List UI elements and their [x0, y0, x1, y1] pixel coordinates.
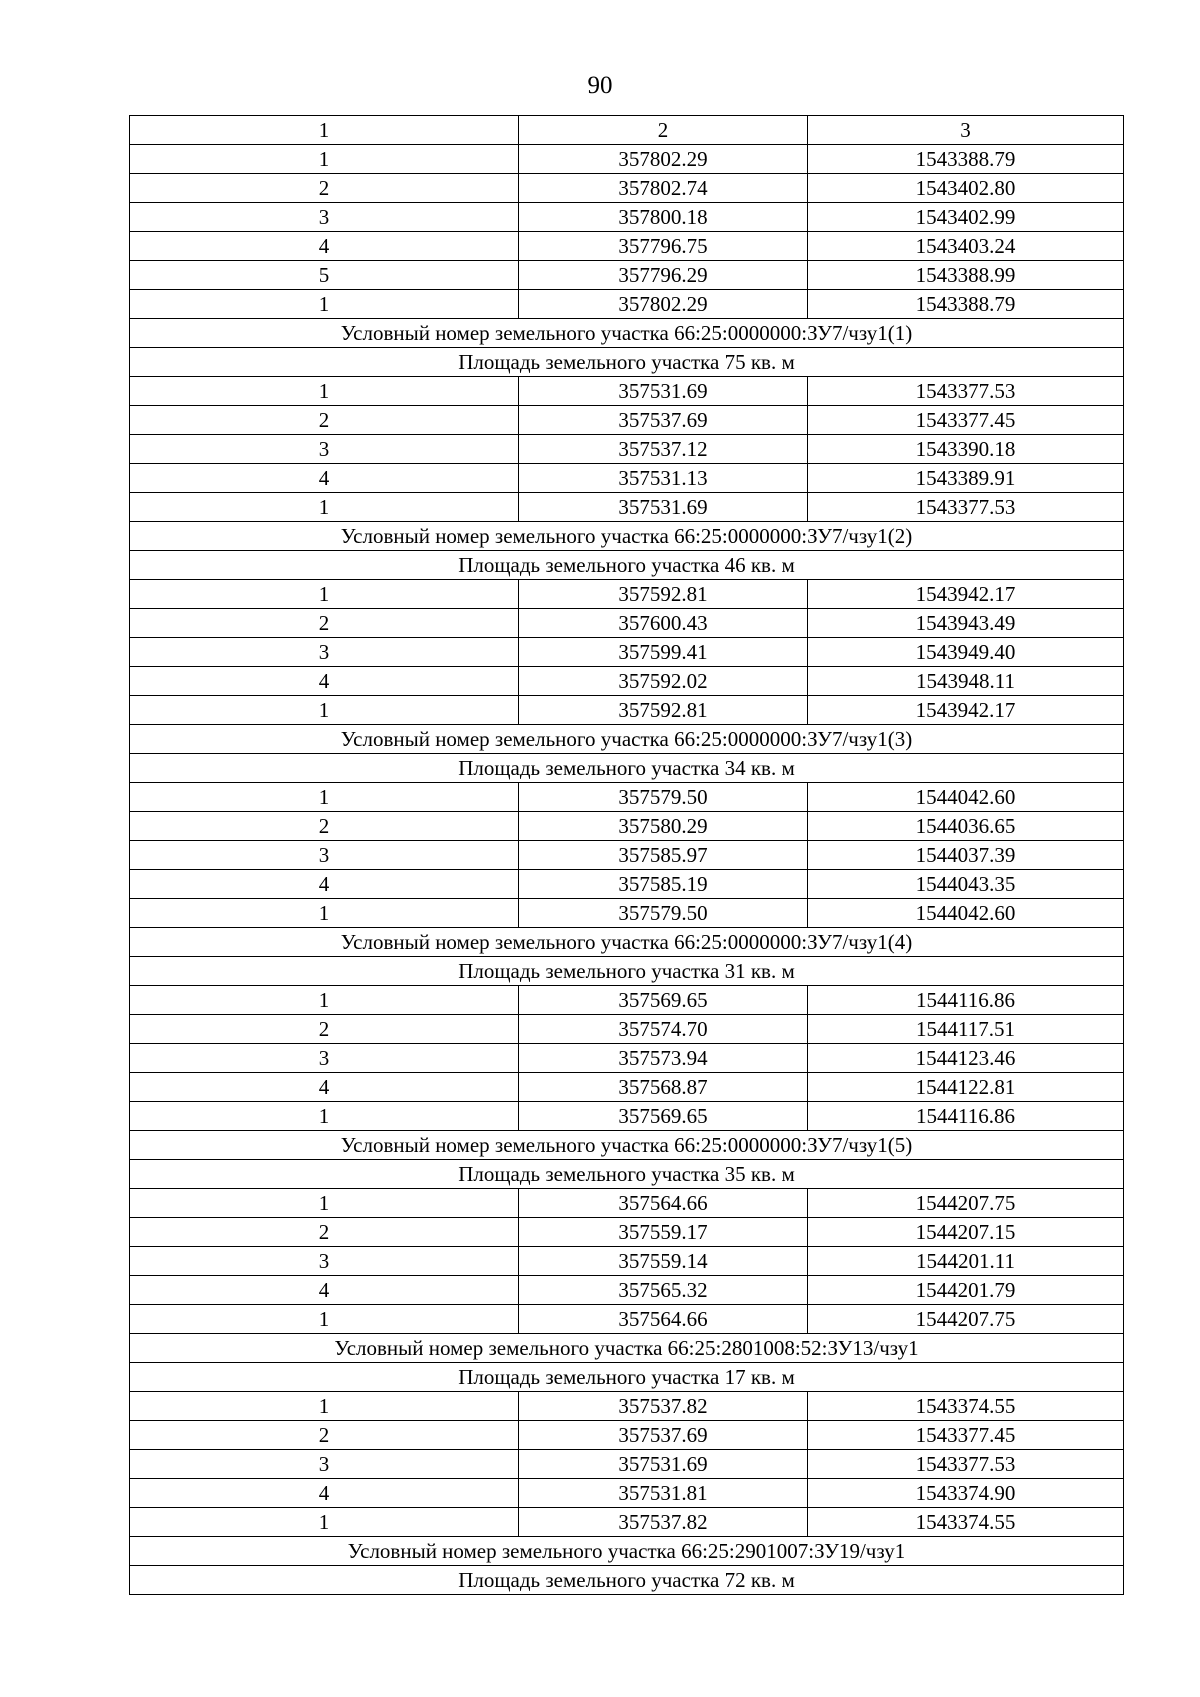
point-number-cell: 2	[130, 174, 519, 203]
y-coordinate-cell: 1543402.99	[808, 203, 1124, 232]
point-number-cell: 3	[130, 1247, 519, 1276]
point-number-cell: 3	[130, 638, 519, 667]
table-row	[130, 1392, 1124, 1421]
point-number-cell: 4	[130, 232, 519, 261]
y-coordinate-cell: 1543949.40	[808, 638, 1124, 667]
header-cell-y: 3	[808, 116, 1124, 145]
point-number-cell: 1	[130, 1189, 519, 1218]
point-number-cell: 1	[130, 696, 519, 725]
y-coordinate-cell: 1543377.53	[808, 1450, 1124, 1479]
x-coordinate-cell: 357592.02	[519, 667, 808, 696]
point-number-cell: 3	[130, 435, 519, 464]
x-coordinate-cell: 357800.18	[519, 203, 808, 232]
section-title-row	[130, 1363, 1124, 1392]
y-coordinate-cell: 1544122.81	[808, 1073, 1124, 1102]
y-coordinate-cell: 1544036.65	[808, 812, 1124, 841]
y-coordinate-cell: 1543388.99	[808, 261, 1124, 290]
table-row	[130, 696, 1124, 725]
x-coordinate-cell: 357573.94	[519, 1044, 808, 1073]
header-cell-x: 2	[519, 116, 808, 145]
x-coordinate-cell: 357569.65	[519, 1102, 808, 1131]
table-row	[130, 1189, 1124, 1218]
table-row	[130, 1102, 1124, 1131]
table-body	[130, 145, 1124, 1595]
point-number-cell: 2	[130, 812, 519, 841]
table-row	[130, 290, 1124, 319]
x-coordinate-cell: 357559.17	[519, 1218, 808, 1247]
section-title-row	[130, 1566, 1124, 1595]
section-title-row	[130, 1537, 1124, 1566]
y-coordinate-cell: 1544207.75	[808, 1189, 1124, 1218]
table-header-row	[130, 116, 1124, 145]
section-title: Условный номер земельного участка 66:25:0000000:ЗУ7/чзу1(2)	[130, 522, 1124, 551]
x-coordinate-cell: 357537.82	[519, 1508, 808, 1537]
point-number-cell: 1	[130, 986, 519, 1015]
point-number-cell: 1	[130, 1508, 519, 1537]
y-coordinate-cell: 1543377.53	[808, 377, 1124, 406]
table-row	[130, 580, 1124, 609]
table-row	[130, 1073, 1124, 1102]
y-coordinate-cell: 1544201.79	[808, 1276, 1124, 1305]
y-coordinate-cell: 1543948.11	[808, 667, 1124, 696]
section-title-row	[130, 348, 1124, 377]
point-number-cell: 2	[130, 1421, 519, 1450]
x-coordinate-cell: 357559.14	[519, 1247, 808, 1276]
table-row	[130, 812, 1124, 841]
table-row	[130, 667, 1124, 696]
y-coordinate-cell: 1544207.75	[808, 1305, 1124, 1334]
y-coordinate-cell: 1544117.51	[808, 1015, 1124, 1044]
y-coordinate-cell: 1544123.46	[808, 1044, 1124, 1073]
y-coordinate-cell: 1544043.35	[808, 870, 1124, 899]
table-row	[130, 783, 1124, 812]
y-coordinate-cell: 1543403.24	[808, 232, 1124, 261]
table-row	[130, 638, 1124, 667]
header-cell-point-number: 1	[130, 116, 519, 145]
x-coordinate-cell: 357796.75	[519, 232, 808, 261]
section-title-row	[130, 957, 1124, 986]
x-coordinate-cell: 357802.29	[519, 145, 808, 174]
section-title: Площадь земельного участка 75 кв. м	[130, 348, 1124, 377]
table-row	[130, 1015, 1124, 1044]
table-row	[130, 1508, 1124, 1537]
point-number-cell: 1	[130, 493, 519, 522]
y-coordinate-cell: 1544042.60	[808, 783, 1124, 812]
point-number-cell: 2	[130, 406, 519, 435]
x-coordinate-cell: 357531.69	[519, 377, 808, 406]
y-coordinate-cell: 1543374.55	[808, 1392, 1124, 1421]
y-coordinate-cell: 1544037.39	[808, 841, 1124, 870]
point-number-cell: 4	[130, 1073, 519, 1102]
table-row	[130, 899, 1124, 928]
point-number-cell: 5	[130, 261, 519, 290]
x-coordinate-cell: 357600.43	[519, 609, 808, 638]
section-title-row	[130, 725, 1124, 754]
x-coordinate-cell: 357537.82	[519, 1392, 808, 1421]
page-number: 90	[587, 72, 613, 99]
section-title-row	[130, 1334, 1124, 1363]
x-coordinate-cell: 357537.12	[519, 435, 808, 464]
point-number-cell: 1	[130, 377, 519, 406]
x-coordinate-cell: 357531.81	[519, 1479, 808, 1508]
table-row	[130, 1044, 1124, 1073]
table-row	[130, 609, 1124, 638]
y-coordinate-cell: 1543377.53	[808, 493, 1124, 522]
x-coordinate-cell: 357796.29	[519, 261, 808, 290]
coordinates-table	[129, 115, 1124, 1595]
y-coordinate-cell: 1543374.55	[808, 1508, 1124, 1537]
section-title: Условный номер земельного участка 66:25:0000000:ЗУ7/чзу1(3)	[130, 725, 1124, 754]
point-number-cell: 1	[130, 290, 519, 319]
y-coordinate-cell: 1543942.17	[808, 696, 1124, 725]
table-row	[130, 261, 1124, 290]
section-title: Условный номер земельного участка 66:25:0000000:ЗУ7/чзу1(5)	[130, 1131, 1124, 1160]
x-coordinate-cell: 357802.29	[519, 290, 808, 319]
y-coordinate-cell: 1543389.91	[808, 464, 1124, 493]
point-number-cell: 3	[130, 203, 519, 232]
table-row	[130, 174, 1124, 203]
point-number-cell: 4	[130, 1276, 519, 1305]
x-coordinate-cell: 357579.50	[519, 783, 808, 812]
section-title-row	[130, 1131, 1124, 1160]
table-row	[130, 1247, 1124, 1276]
x-coordinate-cell: 357531.69	[519, 493, 808, 522]
point-number-cell: 4	[130, 464, 519, 493]
x-coordinate-cell: 357592.81	[519, 580, 808, 609]
table-row	[130, 1450, 1124, 1479]
x-coordinate-cell: 357537.69	[519, 406, 808, 435]
point-number-cell: 2	[130, 1218, 519, 1247]
x-coordinate-cell: 357585.19	[519, 870, 808, 899]
x-coordinate-cell: 357568.87	[519, 1073, 808, 1102]
section-title: Площадь земельного участка 17 кв. м	[130, 1363, 1124, 1392]
table-row	[130, 1218, 1124, 1247]
x-coordinate-cell: 357537.69	[519, 1421, 808, 1450]
section-title-row	[130, 928, 1124, 957]
table-row	[130, 1276, 1124, 1305]
point-number-cell: 1	[130, 1305, 519, 1334]
table-row	[130, 870, 1124, 899]
point-number-cell: 1	[130, 580, 519, 609]
x-coordinate-cell: 357565.32	[519, 1276, 808, 1305]
section-title: Условный номер земельного участка 66:25:0000000:ЗУ7/чзу1(4)	[130, 928, 1124, 957]
y-coordinate-cell: 1543390.18	[808, 435, 1124, 464]
section-title: Условный номер земельного участка 66:25:2901007:ЗУ19/чзу1	[130, 1537, 1124, 1566]
section-title-row	[130, 754, 1124, 783]
point-number-cell: 4	[130, 1479, 519, 1508]
point-number-cell: 4	[130, 667, 519, 696]
x-coordinate-cell: 357592.81	[519, 696, 808, 725]
x-coordinate-cell: 357574.70	[519, 1015, 808, 1044]
y-coordinate-cell: 1543377.45	[808, 1421, 1124, 1450]
y-coordinate-cell: 1544042.60	[808, 899, 1124, 928]
table-row	[130, 1421, 1124, 1450]
table-row	[130, 464, 1124, 493]
section-title: Условный номер земельного участка 66:25:0000000:ЗУ7/чзу1(1)	[130, 319, 1124, 348]
x-coordinate-cell: 357531.13	[519, 464, 808, 493]
table-row	[130, 406, 1124, 435]
x-coordinate-cell: 357531.69	[519, 1450, 808, 1479]
y-coordinate-cell: 1544116.86	[808, 1102, 1124, 1131]
section-title: Площадь земельного участка 46 кв. м	[130, 551, 1124, 580]
point-number-cell: 3	[130, 1044, 519, 1073]
section-title: Площадь земельного участка 72 кв. м	[130, 1566, 1124, 1595]
table-row	[130, 232, 1124, 261]
x-coordinate-cell: 357580.29	[519, 812, 808, 841]
table-row	[130, 435, 1124, 464]
point-number-cell: 1	[130, 1102, 519, 1131]
x-coordinate-cell: 357802.74	[519, 174, 808, 203]
point-number-cell: 1	[130, 783, 519, 812]
table-row	[130, 203, 1124, 232]
section-title: Площадь земельного участка 35 кв. м	[130, 1160, 1124, 1189]
table-row	[130, 493, 1124, 522]
y-coordinate-cell: 1544201.11	[808, 1247, 1124, 1276]
section-title-row	[130, 522, 1124, 551]
table-row	[130, 1479, 1124, 1508]
x-coordinate-cell: 357564.66	[519, 1305, 808, 1334]
y-coordinate-cell: 1543377.45	[808, 406, 1124, 435]
point-number-cell: 1	[130, 1392, 519, 1421]
y-coordinate-cell: 1543942.17	[808, 580, 1124, 609]
point-number-cell: 2	[130, 1015, 519, 1044]
section-title-row	[130, 1160, 1124, 1189]
y-coordinate-cell: 1543388.79	[808, 145, 1124, 174]
table-row	[130, 841, 1124, 870]
x-coordinate-cell: 357564.66	[519, 1189, 808, 1218]
y-coordinate-cell: 1543943.49	[808, 609, 1124, 638]
point-number-cell: 1	[130, 899, 519, 928]
point-number-cell: 4	[130, 870, 519, 899]
y-coordinate-cell: 1543374.90	[808, 1479, 1124, 1508]
section-title: Площадь земельного участка 34 кв. м	[130, 754, 1124, 783]
point-number-cell: 3	[130, 1450, 519, 1479]
x-coordinate-cell: 357569.65	[519, 986, 808, 1015]
table-row	[130, 986, 1124, 1015]
table-row	[130, 145, 1124, 174]
point-number-cell: 2	[130, 609, 519, 638]
x-coordinate-cell: 357585.97	[519, 841, 808, 870]
y-coordinate-cell: 1544116.86	[808, 986, 1124, 1015]
table-row	[130, 377, 1124, 406]
table-row	[130, 1305, 1124, 1334]
section-title-row	[130, 319, 1124, 348]
y-coordinate-cell: 1543402.80	[808, 174, 1124, 203]
section-title: Условный номер земельного участка 66:25:2801008:52:ЗУ13/чзу1	[130, 1334, 1124, 1363]
y-coordinate-cell: 1544207.15	[808, 1218, 1124, 1247]
y-coordinate-cell: 1543388.79	[808, 290, 1124, 319]
section-title: Площадь земельного участка 31 кв. м	[130, 957, 1124, 986]
x-coordinate-cell: 357599.41	[519, 638, 808, 667]
point-number-cell: 1	[130, 145, 519, 174]
x-coordinate-cell: 357579.50	[519, 899, 808, 928]
section-title-row	[130, 551, 1124, 580]
point-number-cell: 3	[130, 841, 519, 870]
